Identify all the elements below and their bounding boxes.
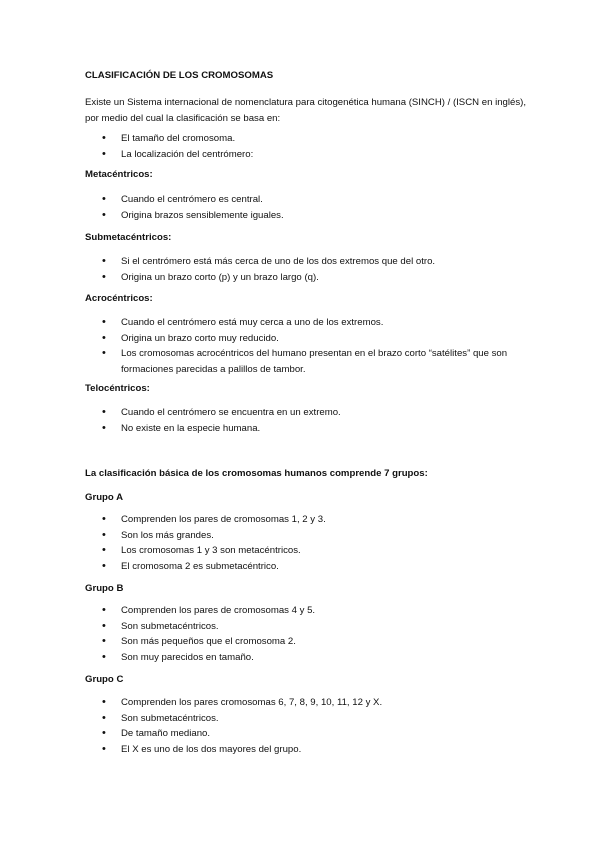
list-item: • Son muy parecidos en tamaño. (85, 650, 529, 666)
list-item: • Cuando el centrómero está muy cerca a uno de los extremos. (85, 315, 529, 331)
list-item: • Cuando el centrómero es central. (85, 192, 529, 208)
list-item: • Los cromosomas 1 y 3 son metacéntricos. (85, 543, 529, 559)
list-item: • Origina un brazo corto (p) y un brazo largo (q). (85, 270, 529, 286)
list-grupo-a (85, 512, 529, 574)
list-grupo-c (85, 695, 529, 757)
list-item: • Son más pequeños que el cromosoma 2. (85, 634, 529, 650)
list-item: • El tamaño del cromosoma. (85, 131, 529, 147)
list-acrocentricos (85, 315, 529, 377)
intro-paragraph: Existe un Sistema internacional de nomenclatura para citogenética humana (SINCH) / (ISCN en inglés), por medio del cual la clasificación se basa en: (85, 97, 526, 124)
list-item: • El cromosoma 2 es submetacéntrico. (85, 559, 529, 575)
list-item: • Son los más grandes. (85, 528, 529, 544)
document-title: CLASIFICACIÓN DE LOS CROMOSOMAS (85, 70, 274, 81)
list-item: • Comprenden los pares de cromosomas 4 y 5. (85, 603, 529, 619)
section-heading-metacentricos: Metacéntricos: (85, 169, 153, 180)
list-item: • La localización del centrómero: (85, 147, 529, 163)
list-item: • Si el centrómero está más cerca de uno de los dos extremos que del otro. (85, 254, 529, 270)
groups-intro-heading: La clasificación básica de los cromosomas humanos comprende 7 grupos: (85, 468, 428, 479)
criteria-list (85, 131, 529, 162)
list-grupo-b (85, 603, 529, 665)
group-a-heading: Grupo A (85, 492, 124, 503)
list-telocentricos (85, 405, 529, 436)
section-heading-telocentricos: Telocéntricos: (85, 383, 150, 394)
list-metacentricos (85, 192, 529, 223)
list-item: • Origina un brazo corto muy reducido. (85, 331, 529, 347)
list-item: • Origina brazos sensiblemente iguales. (85, 208, 529, 224)
list-item: • Comprenden los pares cromosomas 6, 7, 8, 9, 10, 11, 12 y X. (85, 695, 529, 711)
list-item: • Son submetacéntricos. (85, 711, 529, 727)
section-heading-acrocentricos: Acrocéntricos: (85, 293, 153, 304)
list-item: • Los cromosomas acrocéntricos del humano presentan en el brazo corto “satélites” que son formaciones parecidas a palillos de tambor. (85, 346, 529, 377)
list-item: • Son submetacéntricos. (85, 619, 529, 635)
list-item: • Comprenden los pares de cromosomas 1, 2 y 3. (85, 512, 529, 528)
list-item: • Cuando el centrómero se encuentra en un extremo. (85, 405, 529, 421)
list-item: • No existe en la especie humana. (85, 421, 529, 437)
section-heading-submetacentricos: Submetacéntricos: (85, 232, 172, 243)
group-c-heading: Grupo C (85, 674, 124, 685)
list-submetacentricos (85, 254, 529, 285)
group-b-heading: Grupo B (85, 583, 124, 594)
list-item: • El X es uno de los dos mayores del grupo. (85, 742, 529, 758)
list-item: • De tamaño mediano. (85, 726, 529, 742)
